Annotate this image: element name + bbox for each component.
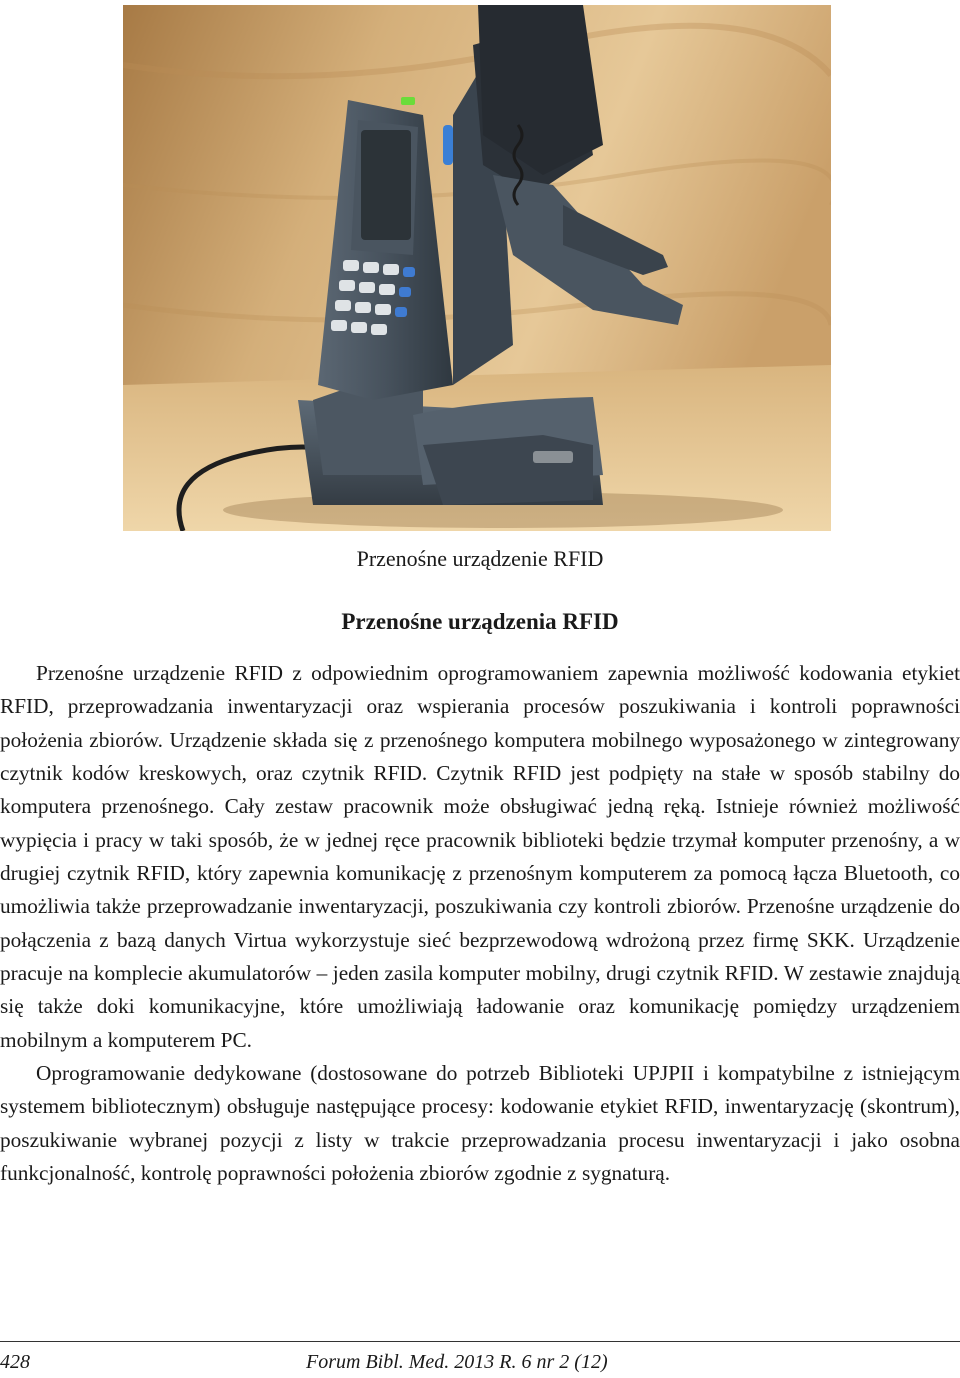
figure-caption: Przenośne urządzenie RFID [356, 546, 604, 571]
rfid-device-illustration [123, 5, 831, 531]
paragraph-2: Oprogramowanie dedykowane (dostosowane do potrzeb Biblioteki UPJPII i kompatybilne z istniejącym systemem bibliotecznym) obsługuje następujące procesy: kodowanie etykiet RFID, inwentaryzację (skontrum), poszukiwanie wybranej pozycji z listy w trakcie przeprowadzania procesu inwentaryzacji i jako osobna funkcjonalność, kontrolę poprawności położenia zbiorów zgodnie z sygnaturą. [0, 1061, 960, 1186]
paragraph-1: Przenośne urządzenie RFID z odpowiednim oprogramowaniem zapewnia możliwość kodowania etykiet RFID, przeprowadzania inwentaryzacji oraz wspierania procesów poszukiwania i kontroli poprawności położenia zbiorów. Urządzenie składa się z przenośnego komputera mobilnego wyposażonego w zintegrowany czytnik kodów kreskowych, oraz czytnik RFID. Czytnik RFID jest podpięty na stałe w sposób stabilny do komputera przenośnego. Cały zestaw pracownik może obsługiwać jedną ręką. Istnieje również możliwość wypięcia i pracy w taki sposób, że w jednej ręce pracownik biblioteki będzie trzymał komputer przenośny, a w drugiej czytnik RFID, który zapewnia komunikację z przenośnym komputerem za pomocą łącza Bluetooth, co umożliwia także przeprowadzanie inwentaryzacji, poszukiwania czy kontroli zbiorów. Przenośne urządzenie do połączenia z bazą danych Virtua wykorzystuje sieć bezprzewodową wdrożoną przez firmę SKK. Urządzenie pracuje na komplecie akumulatorów – jeden zasila komputer mobilny, drugi czytnik RFID. W zestawie znajdują się także doki komunikacyjne, które umożliwiają ładowanie oraz komunikację pomiędzy urządzeniem mobilnym a komputerem PC. [0, 661, 960, 1052]
footer-divider [0, 1341, 960, 1342]
journal-citation: Forum Bibl. Med. 2013 R. 6 nr 2 (12) [306, 1351, 608, 1373]
body-text [0, 657, 960, 1191]
device-photo [123, 5, 831, 531]
section-heading: Przenośne urządzenia RFID [341, 609, 619, 634]
page-number: 428 [0, 1351, 30, 1373]
